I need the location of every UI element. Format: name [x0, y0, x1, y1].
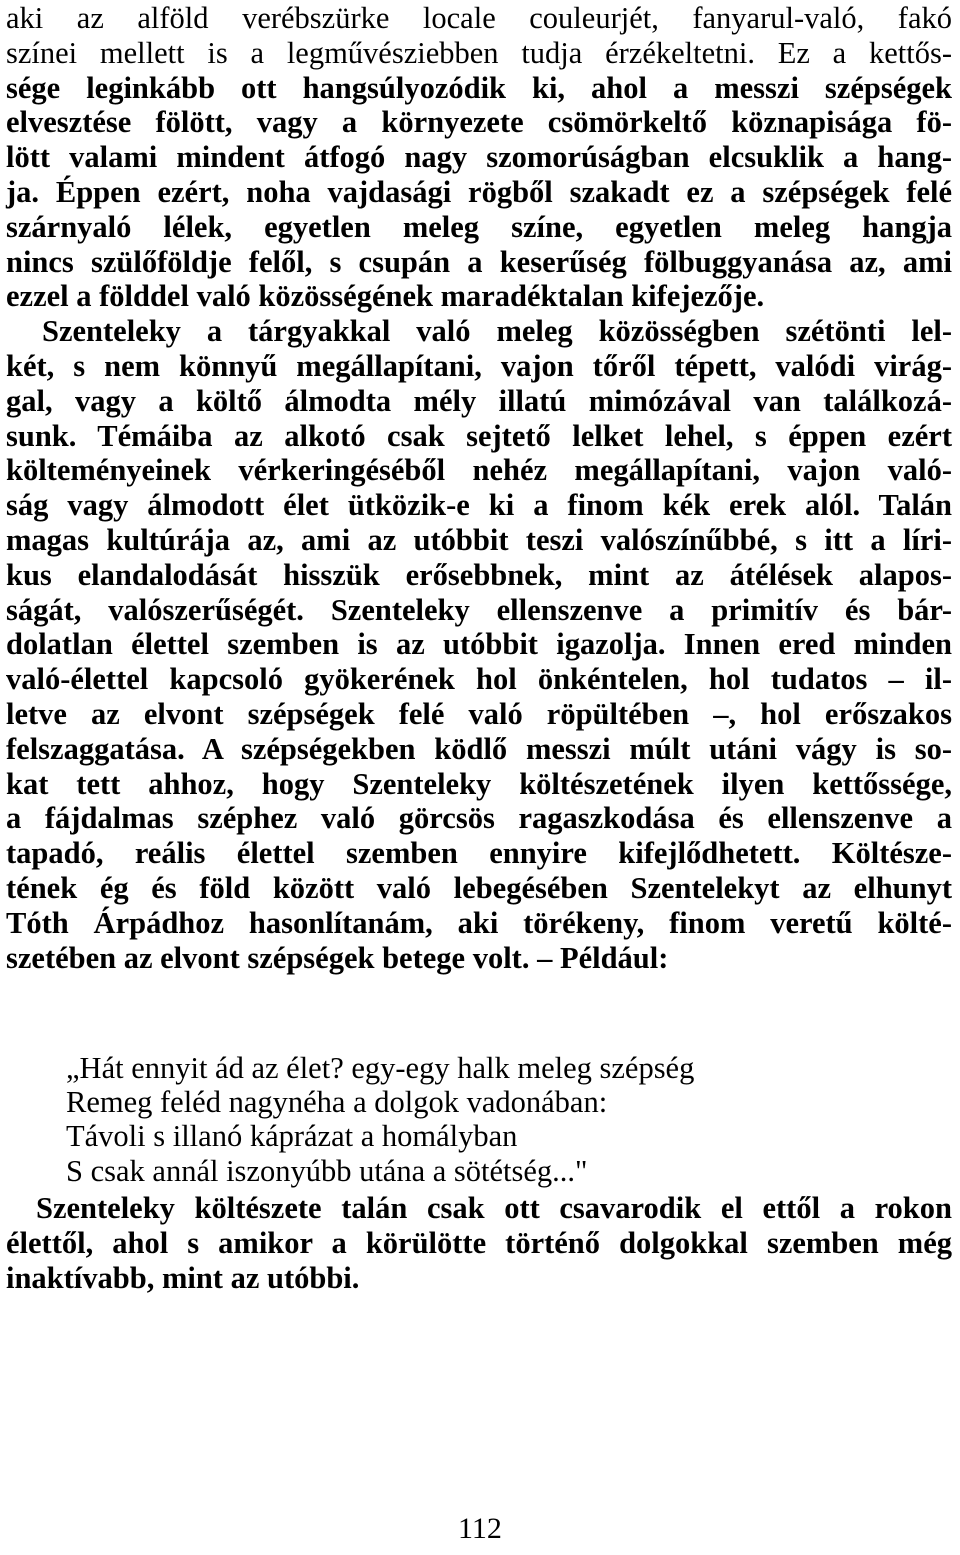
text-line: kat tett ahhoz, hogy Szenteleky költészetének ilyen kettőssége, — [6, 766, 952, 801]
text-line: a fájdalmas széphez való görcsös ragaszkodása és ellenszenve a — [6, 801, 952, 836]
text-line: sunk. Témáiba az alkotó csak sejtető lelket lehel, s éppen ezért — [6, 418, 952, 453]
text-line: Szenteleky a tárgyakkal való meleg közösségben szétönti lel- — [42, 314, 952, 349]
text-line: gal, vagy a költő álmodta mély illatú mimózával van találkozá- — [6, 383, 952, 418]
text-line: Tóth Árpádhoz hasonlítanám, aki törékeny, finom veretű költé- — [6, 905, 952, 940]
text-line: inaktívabb, mint az utóbbi. — [6, 1260, 360, 1295]
text-line: kus elandalodását hisszük erősebbnek, mint az átélések alapos- — [6, 557, 952, 592]
page-number: 112 — [458, 1512, 502, 1545]
text-line: felszaggatása. A szépségekben ködlő messzi múlt utáni vágy is so- — [6, 731, 952, 766]
text-line: színei mellett is a legművésziebben tudja érzékeltetni. Ez a kettős- — [6, 35, 952, 70]
text-line: költeményeinek vérkeringéséből nehéz megállapítani, vajon való- — [6, 453, 952, 488]
poem-line: S csak annál iszonyúbb utána a sötétség..." — [66, 1153, 588, 1188]
text-line: tének ég és föld között való lebegésében Szentelekyt az elhunyt — [6, 871, 952, 905]
text-line: magas kultúrája az, ami az utóbbit teszi valószínűbbé, s itt a líri- — [6, 523, 952, 557]
text-line: sége leginkább ott hangsúlyozódik ki, ahol a messzi szépségek — [6, 70, 952, 105]
text-line: ezzel a földdel való közösségének maradéktalan kifejezője. — [6, 279, 765, 314]
text-line: élettől, ahol s amikor a körülötte történő dolgokkal szemben még — [6, 1225, 952, 1260]
text-line: Szenteleky költészete talán csak ott csavarodik el ettől a rokon — [36, 1191, 952, 1225]
text-line: nincs szülőföldje felől, s csupán a keserűség fölbuggyanása az, ami — [6, 244, 952, 279]
poem-line: Remeg feléd nagynéha a dolgok vadonában: — [66, 1085, 608, 1120]
text-line: szetében az elvont szépségek betege volt. – Például: — [6, 940, 669, 975]
text-line: ja. Éppen ezért, noha vajdasági rögből szakadt ez a szépségek felé — [6, 175, 952, 209]
poem-line: „Hát ennyit ád az élet? egy-egy halk meleg szépség — [66, 1051, 695, 1085]
text-line: lött valami mindent átfogó nagy szomorúságban elcsuklik a hang- — [6, 140, 952, 175]
text-line: elvesztése fölött, vagy a környezete csömörkeltő köznapisága fö- — [6, 105, 952, 140]
text-line: dolatlan élettel szemben is az utóbbit igazolja. Innen ered minden — [6, 627, 952, 662]
poem-line: Távoli s illanó káprázat a homályban — [66, 1119, 518, 1154]
text-line: való-élettel kapcsoló gyökerének hol önkéntelen, hol tudatos – il- — [6, 662, 952, 697]
text-line: aki az alföld verébszürke locale couleurjét, fanyarul-való, fakó — [6, 1, 952, 35]
text-line: ságát, valószerűségét. Szenteleky ellenszenve a primitív és bár- — [6, 592, 952, 627]
text-line: szárnyaló lélek, egyetlen meleg színe, egyetlen meleg hangja — [6, 209, 952, 244]
text-line: két, s nem könnyű megállapítani, vajon tőről tépett, valódi virág- — [6, 349, 952, 383]
text-line: tapadó, reális élettel szemben ennyire kifejlődhetett. Költésze- — [6, 836, 952, 871]
text-line: ság vagy álmodott élet ütközik-e ki a finom kék erek alól. Talán — [6, 488, 952, 523]
text-line: letve az elvont szépségek felé való röpültében –, hol erőszakos — [6, 697, 952, 731]
